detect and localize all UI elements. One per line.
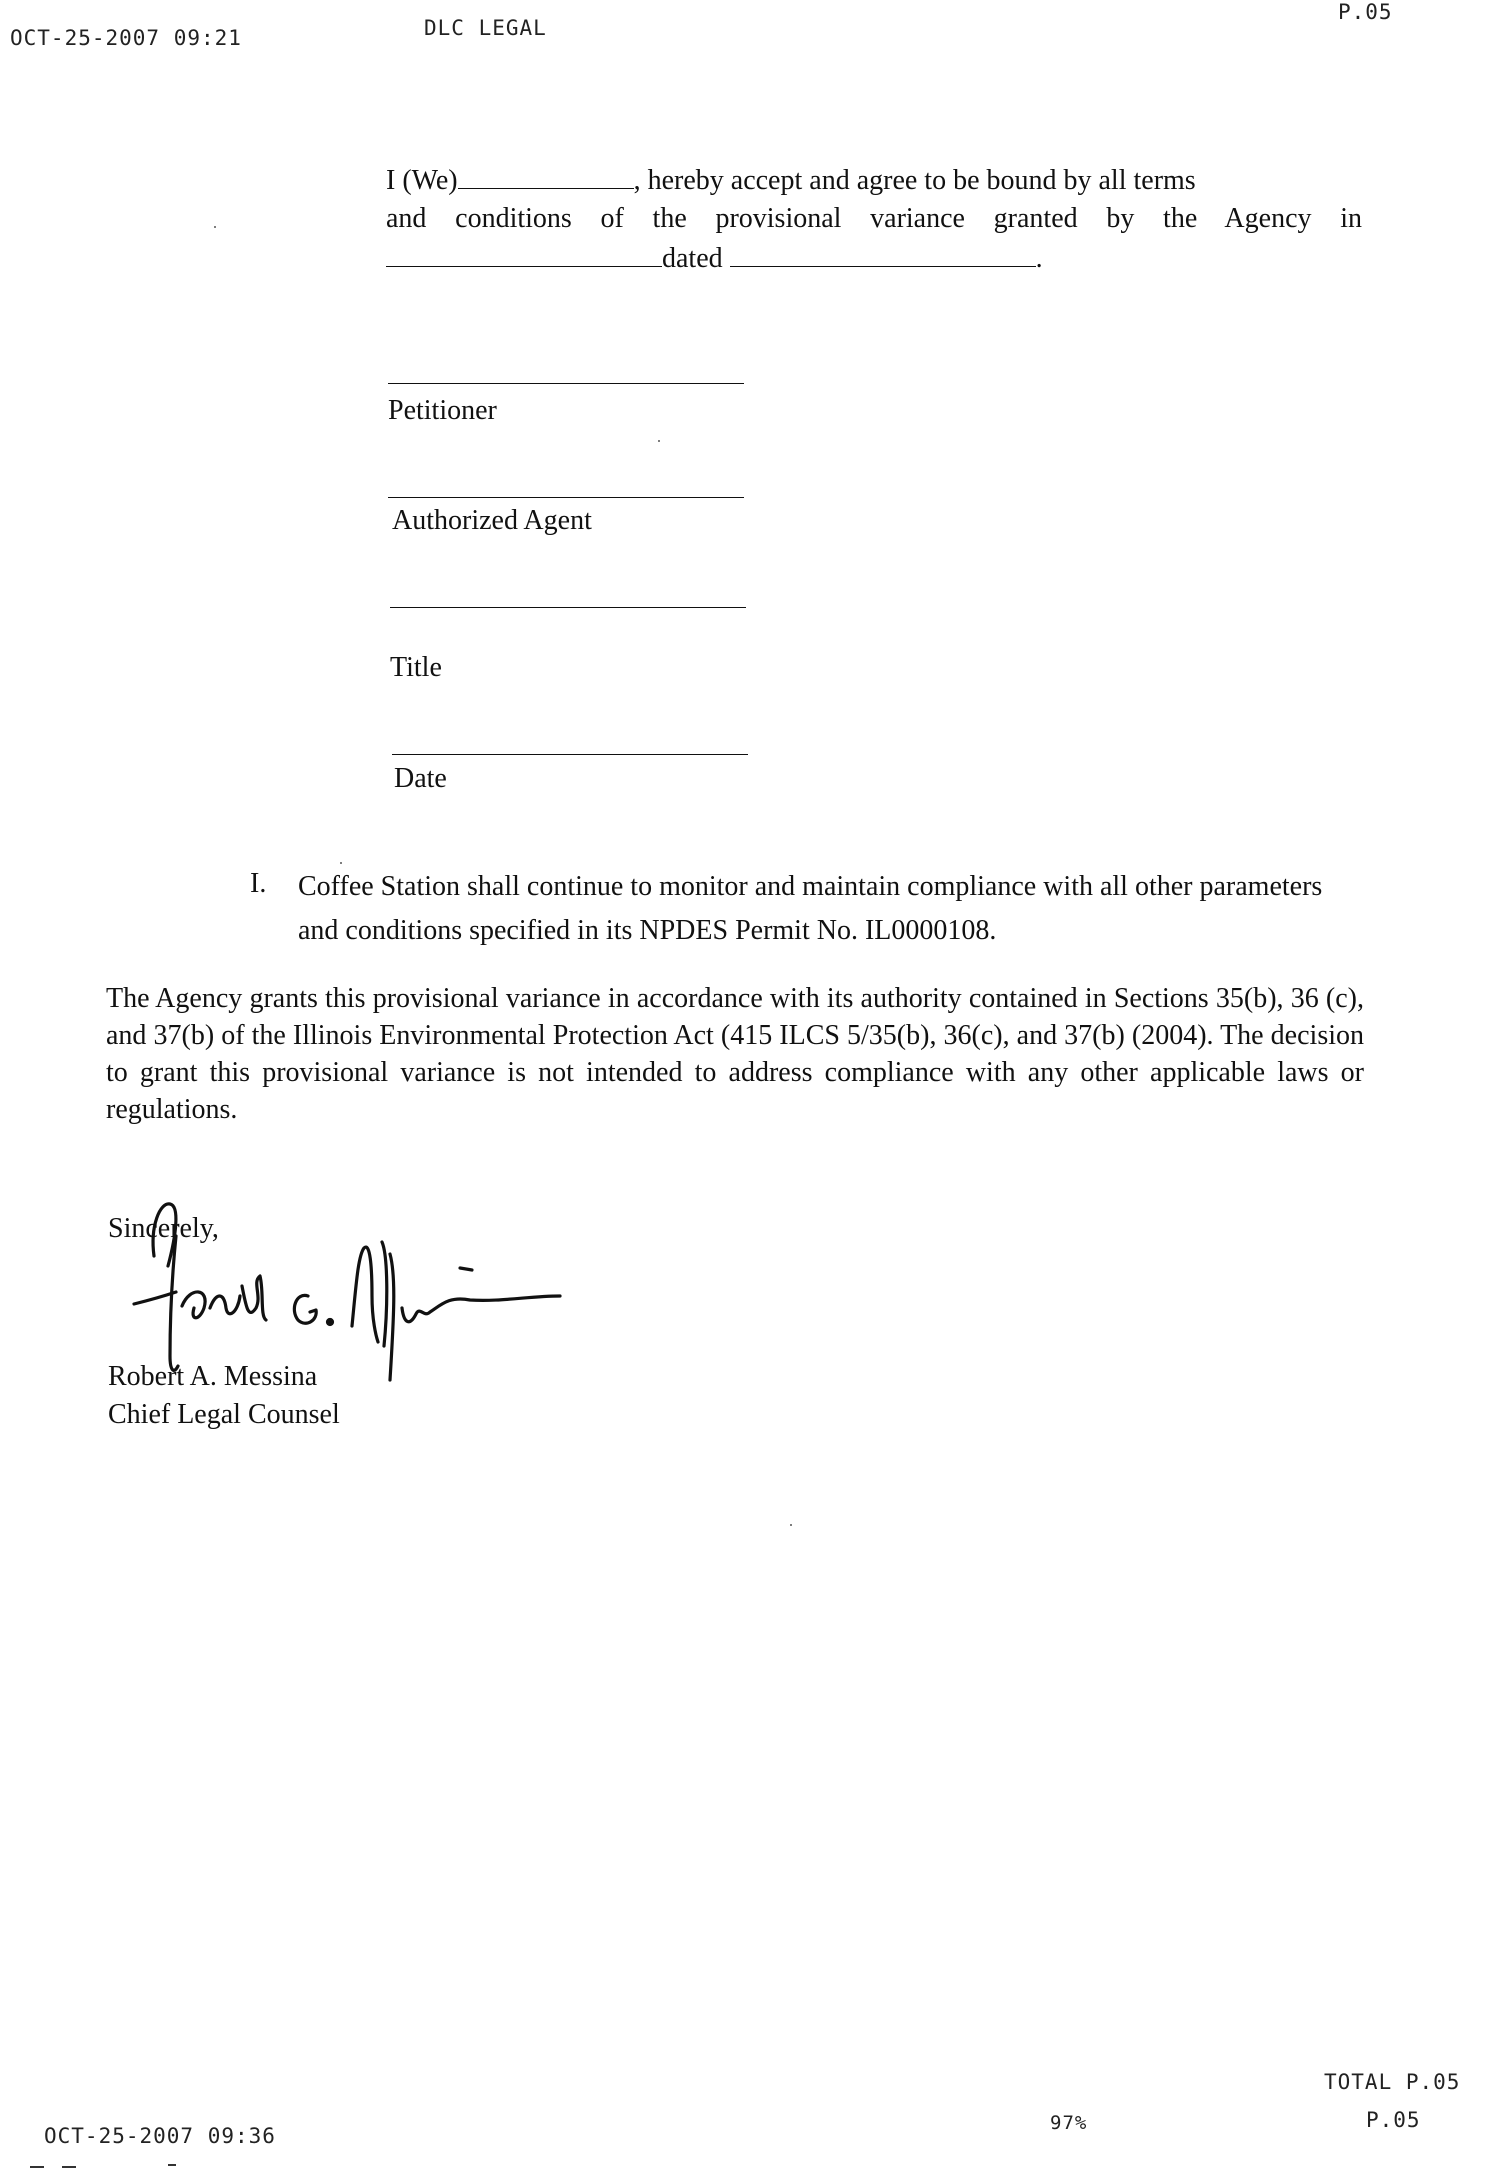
title-signature-line bbox=[390, 607, 746, 608]
authorized-agent-signature-line bbox=[388, 497, 744, 498]
date-label: Date bbox=[394, 763, 447, 794]
fax-footer-dash bbox=[168, 2164, 176, 2166]
petitioner-label: Petitioner bbox=[388, 395, 497, 426]
scan-speck bbox=[340, 862, 342, 864]
fax-footer-page: P.05 bbox=[1366, 2108, 1421, 2132]
fax-footer-percent: 97% bbox=[1050, 2112, 1088, 2134]
fax-footer-datetime: OCT-25-2007 09:36 bbox=[44, 2124, 276, 2148]
closing-salutation: Sincerely, bbox=[108, 1213, 219, 1244]
fax-footer-dash bbox=[30, 2166, 44, 2168]
condition-text: Coffee Station shall continue to monitor and maintain compliance with all other parameters and conditions specified in its NPDES Permit No. IL0000108. bbox=[298, 871, 1323, 946]
fax-footer-dash bbox=[62, 2166, 76, 2168]
fax-header-datetime: OCT-25-2007 09:21 bbox=[10, 26, 242, 50]
authorized-agent-label: Authorized Agent bbox=[392, 505, 592, 536]
acceptance-suffix: , hereby accept and agree to be bound by all terms bbox=[633, 165, 1196, 196]
date-signature-line bbox=[392, 754, 748, 755]
acceptance-dated: dated bbox=[662, 243, 723, 274]
petitioner-signature-line bbox=[388, 383, 744, 384]
title-label: Title bbox=[390, 652, 442, 683]
acceptance-prefix: I (We) bbox=[386, 165, 458, 196]
order-blank bbox=[386, 244, 662, 267]
scan-speck bbox=[214, 226, 216, 228]
acceptance-line-1 bbox=[386, 162, 1362, 200]
scan-speck bbox=[658, 440, 660, 442]
acceptance-line-3 bbox=[386, 240, 1362, 278]
acceptance-end: . bbox=[1035, 243, 1043, 274]
date-blank bbox=[730, 244, 1036, 267]
authority-paragraph: The Agency grants this provisional variance in accordance with its authority contained in Sections 35(b), 36 (c), and 37(b) of the Illinois Environmental Protection Act (415 ILCS 5/35(b), 36(c), and 37(b) (2004). The decision to grant this provisional variance is not intended to address compliance with any other applicable laws or regulations. bbox=[106, 983, 1364, 1125]
fax-header-page: P.05 bbox=[1338, 0, 1393, 24]
signer-title: Chief Legal Counsel bbox=[108, 1399, 340, 1430]
name-blank bbox=[458, 166, 634, 189]
signer-name: Robert A. Messina bbox=[108, 1361, 318, 1392]
condition-marker: I. bbox=[250, 868, 267, 899]
fax-header-sender: DLC LEGAL bbox=[424, 16, 547, 40]
acceptance-line-2: and conditions of the provisional variance granted by the Agency in bbox=[386, 203, 1362, 234]
fax-footer-total: TOTAL P.05 bbox=[1324, 2070, 1461, 2094]
scan-speck bbox=[790, 1524, 792, 1526]
